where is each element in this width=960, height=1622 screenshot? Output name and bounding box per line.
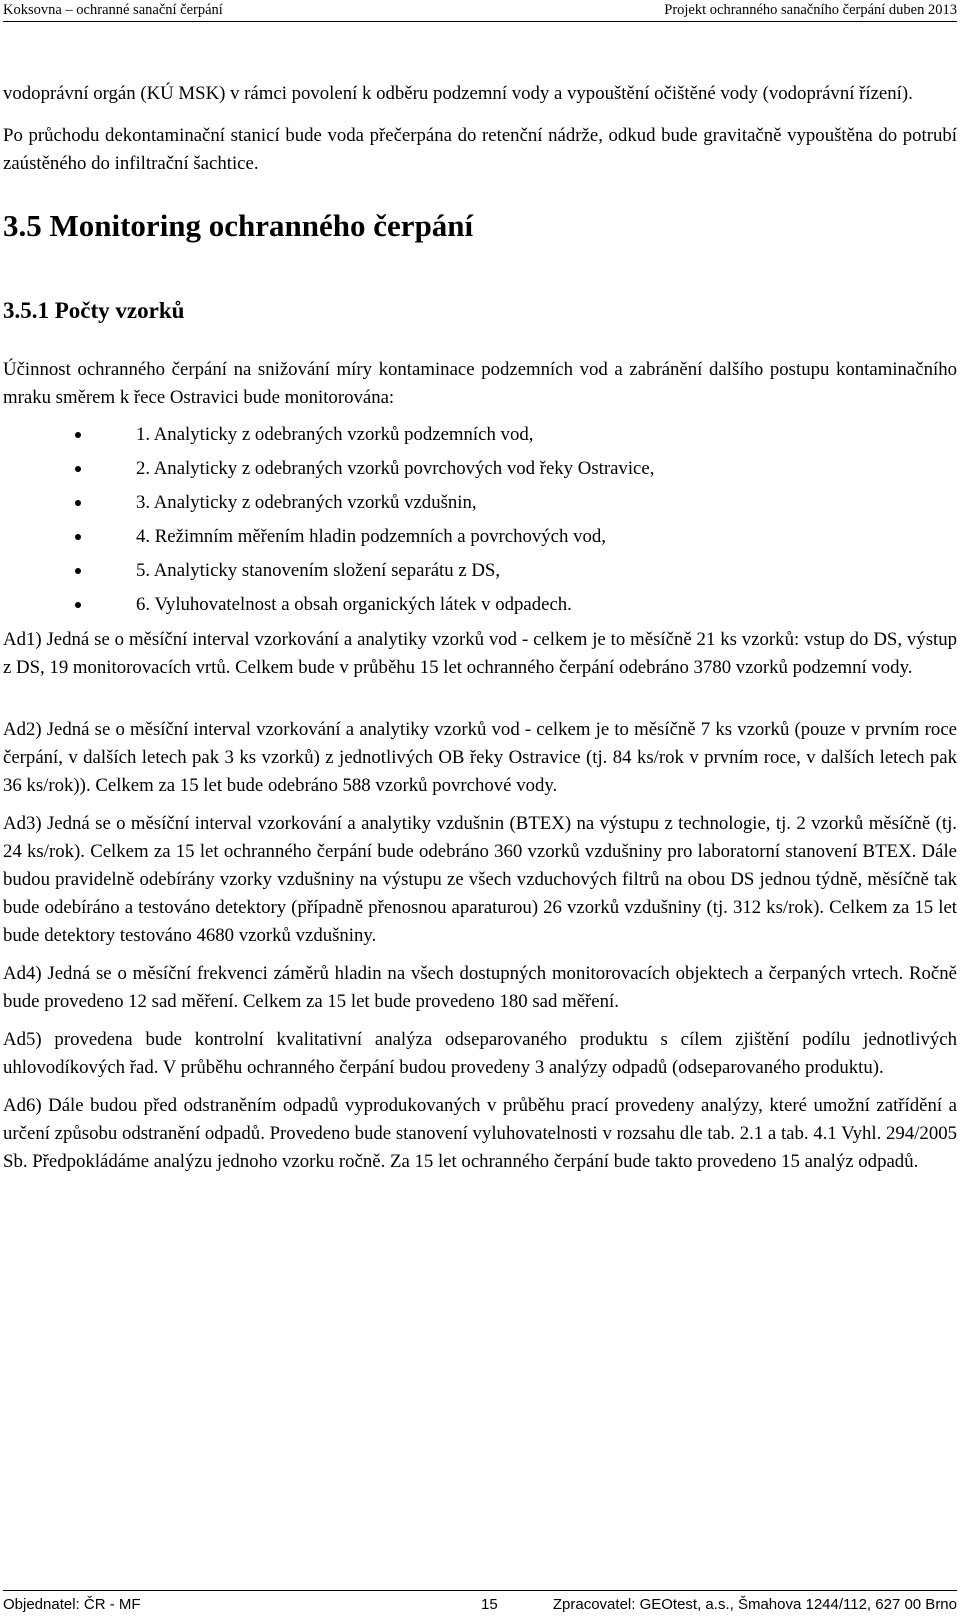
ad2-paragraph: Ad2) Jedná se o měsíční interval vzorkování a analytiky vzorků vod - celkem je to měsíčně 7 ks vzorků (pouze v prvním roce čerpání, v dalších letech pak 3 ks vzorků) z jednotlivých OB řeky Ostravice (tj. 84 ks/rok v prvním roce, v dalších letech pak 36 ks/rok)). Celkem za 15 let bude odebráno 588 vzorků povrchové vody. — [3, 719, 957, 796]
list-item-text: 5. Analyticky stanovením složení separátu z DS, — [136, 560, 501, 581]
ad5-paragraph: Ad5) provedena bude kontrolní kvalitativní analýza odseparovaného produktu s cílem zjištění podílu jednotlivých uhlovodíkových řad. V průběhu ochranného čerpání budou provedeny 3 analýzy odpadů (odseparovaného produktu). — [3, 1029, 957, 1078]
ad3-paragraph: Ad3) Jedná se o měsíční interval vzorkování a analytiky vzdušnin (BTEX) na výstupu z technologie, tj. 2 vzorků měsíčně (tj. 24 ks/rok). Celkem za 15 let ochranného čerpání bude odebráno 360 vzorků vzdušniny pro laboratorní stanovení BTEX. Dále budou pravidelně odebírány vzorky vzdušniny na výstupu ze všech vzduchových filtrů na obou DS jednou týdně, měsíčně tak bude odebíráno a testováno detektory (případně přenosnou aparaturou) 26 vzorků vzdušniny (tj. 312 ks/rok). Celkem za 15 let bude detektory testováno 4680 vzorků vzdušniny. — [3, 813, 957, 946]
header-right-text: Projekt ochranného sanačního čerpání duben 2013 — [664, 2, 957, 18]
bullet-icon — [75, 466, 81, 472]
list-item-text: 1. Analyticky z odebraných vzorků podzemních vod, — [136, 424, 534, 445]
list-item-text: 6. Vyluhovatelnost a obsah organických látek v odpadech. — [136, 594, 572, 615]
list-item — [3, 520, 957, 554]
bullet-icon — [75, 500, 81, 506]
monitoring-list — [3, 418, 957, 622]
lead-paragraph: Účinnost ochranného čerpání na snižování míry kontaminace podzemních vod a zabránění dalšího postupu kontaminačního mraku směrem k řece Ostravici bude monitorována: — [3, 359, 957, 408]
document-body — [3, 80, 957, 1176]
bullet-icon — [75, 568, 81, 574]
ad1-paragraph: Ad1) Jedná se o měsíční interval vzorkování a analytiky vzorků vod - celkem je to měsíčně 21 ks vzorků: vstup do DS, výstup z DS, 19 monitorovacích vrtů. Celkem bude v průběhu 15 let ochranného čerpání odebráno 3780 vzorků podzemní vody. — [3, 629, 957, 678]
intro-paragraph-2: Po průchodu dekontaminační stanicí bude voda přečerpána do retenční nádrže, odkud bude gravitačně vypouštěna do potrubí zaústěného do infiltrační šachtice. — [3, 125, 957, 174]
list-item — [3, 452, 957, 486]
list-item-text: 2. Analyticky z odebraných vzorků povrchových vod řeky Ostravice, — [136, 458, 655, 479]
footer-contractor: Zpracovatel: GEOtest, a.s., Šmahova 1244/112, 627 00 Brno — [552, 1596, 957, 1613]
ad6-paragraph: Ad6) Dále budou před odstraněním odpadů vyprodukovaných v průběhu prací provedeny analýzy, které umožní zatřídění a určení způsobu odstranění odpadů. Provedeno bude stanovení vyluhovatelnosti v rozsahu dle tab. 2.1 a tab. 4.1 Vyhl. 294/2005 Sb. Předpokládáme analýzu jednoho vzorku ročně. Za 15 let ochranného čerpání bude takto provedeno 15 analýz odpadů. — [3, 1095, 957, 1172]
footer-client: Objednatel: ČR - MF — [3, 1596, 141, 1613]
bullet-icon — [75, 602, 81, 608]
ad4-paragraph: Ad4) Jedná se o měsíční frekvenci záměrů hladin na všech dostupných monitorovacích objektech a čerpaných vrtech. Ročně bude provedeno 12 sad měření. Celkem za 15 let bude provedeno 180 sad měření. — [3, 963, 957, 1012]
bullet-icon — [75, 432, 81, 438]
list-item — [3, 588, 957, 622]
intro-paragraph-1: vodoprávní orgán (KÚ MSK) v rámci povolení k odběru podzemní vody a vypouštění očištěné vody (vodoprávní řízení). — [3, 83, 913, 104]
section-heading: 3.5 Monitoring ochranného čerpání — [3, 208, 474, 243]
subsection-heading: 3.5.1 Počty vzorků — [3, 298, 185, 323]
page-header — [3, 0, 957, 22]
page-number: 15 — [481, 1596, 498, 1613]
header-left-text: Koksovna – ochranné sanační čerpání — [3, 2, 223, 18]
page-footer — [3, 1590, 957, 1621]
list-item-text: 3. Analyticky z odebraných vzorků vzdušnin, — [136, 492, 477, 513]
list-item — [3, 486, 957, 520]
list-item — [3, 418, 957, 452]
list-item — [3, 554, 957, 588]
bullet-icon — [75, 534, 81, 540]
list-item-text: 4. Režimním měřením hladin podzemních a povrchových vod, — [136, 526, 606, 547]
